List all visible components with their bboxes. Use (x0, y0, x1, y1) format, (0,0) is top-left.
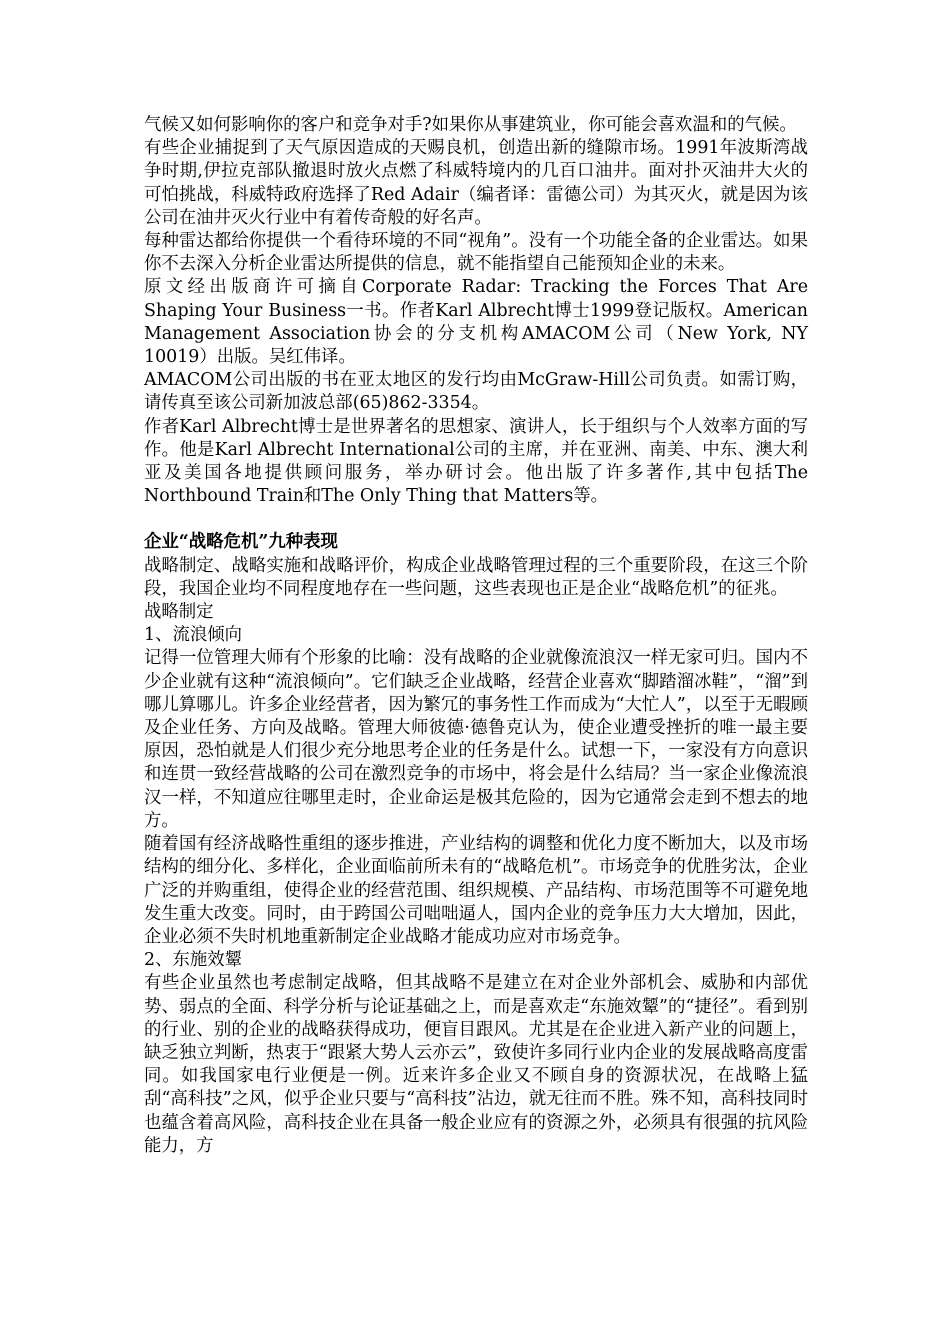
paragraph: 气候又如何影响你的客户和竞争对手?如果你从事建筑业，你可能会喜欢温和的气候。 (144, 115, 797, 135)
section-title: 企业“战略危机”九种表现 (144, 532, 338, 553)
subheading: 2、东施效颦 (144, 950, 243, 971)
paragraph: AMACOM公司出版的书在亚太地区的发行均由McGraw-Hill公司负责。如需订购，请传真至该公司新加波总部(65)862-3354。 (144, 370, 808, 414)
subheading: 1、流浪倾向 (144, 625, 243, 646)
subheading: 战略制定 (144, 602, 214, 623)
paragraph: 随着国有经济战略性重组的逐步推进，产业结构的调整和优化力度不断加大，以及市场结构的细分化、多样化，企业面临前所未有的“战略危机”。市场竞争的优胜劣汰，企业广泛的并购重组，使得企业的经营范围、组织规模、产品结构、市场范围等不可避免地发生重大改变。同时，由于跨国公司咄咄逼人，国内企业的竞争压力大大增加，因此，企业必须不失时机地重新制定企业战略才能成功应对市场竞争。 (144, 834, 808, 947)
paragraph: 战略制定、战略实施和战略评价，构成企业战略管理过程的三个重要阶段，在这三个阶段，我国企业均不同程度地存在一些问题，这些表现也正是企业“战略危机”的征兆。 (144, 555, 808, 599)
paragraph: 原文经出版商许可摘自Corporate Radar: Tracking the Forces That Are Shaping Your Business一书。作者Karl Albrecht博士1999登记版权。American Management Association协会的分支机构AMACOM公司（New York, NY 10019）出版。吴红伟译。 (144, 277, 808, 368)
paragraph: 作者Karl Albrecht博士是世界著名的思想家、演讲人，长于组织与个人效率方面的写作。他是Karl Albrecht International公司的主席，并在亚洲、南美、中东、澳大利亚及美国各地提供顾问服务，举办研讨会。他出版了许多著作,其中包括The Northbound Train和The Only Thing that Matters等。 (144, 416, 808, 507)
paragraph: 有些企业虽然也考虑制定战略，但其战略不是建立在对企业外部机会、威胁和内部优势、弱点的全面、科学分析与论证基础之上，而是喜欢走“东施效颦”的“捷径”。看到别的行业、别的企业的战略获得成功，便盲目跟风。尤其是在企业进入新产业的问题上，缺乏独立判断，热衷于“跟紧大势人云亦云”，致使许多同行业内企业的发展战略高度雷同。如我国家电行业便是一例。近来许多企业又不顾自身的资源状况，在战略上猛刮“高科技”之风，似乎企业只要与“高科技”沾边，就无往而不胜。殊不知，高科技同时也蕴含着高风险，高科技企业在具备一般企业应有的资源之外，必须具有很强的抗风险能力，方 (144, 973, 808, 1156)
paragraph: 有些企业捕捉到了天气原因造成的天赐良机，创造出新的缝隙市场。1991年波斯湾战争时期,伊拉克部队撤退时放火点燃了科威特境内的几百口油井。面对扑灭油井大火的可怕挑战，科威特政府选择了Red Adair（编者译：雷德公司）为其灭火，就是因为该公司在油井灭火行业中有着传奇般的好名声。 (144, 138, 808, 228)
paragraph: 记得一位管理大师有个形象的比喻：没有战略的企业就像流浪汉一样无家可归。国内不少企业就有这种“流浪倾向”。它们缺乏企业战略，经营企业喜欢“脚踏溜冰鞋”，“溜”到哪儿算哪儿。许多企业经营者，因为繁冗的事务性工作而成为“大忙人”，以至于无暇顾及企业任务、方向及战略。管理大师彼德·德鲁克认为，使企业遭受挫折的唯一最主要原因，恐怕就是人们很少充分地思考企业的任务是什么。试想一下，一家没有方向意识和连贯一致经营战略的公司在激烈竞争的市场中，将会是什么结局？当一家企业像流浪汉一样，不知道应往哪里走时，企业命运是极其危险的，因为它通常会走到不想去的地方。 (144, 648, 808, 831)
document-page (144, 114, 808, 1158)
paragraph: 每种雷达都给你提供一个看待环境的不同“视角”。没有一个功能全备的企业雷达。如果你不去深入分析企业雷达所提供的信息，就不能指望自己能预知企业的未来。 (144, 231, 808, 275)
